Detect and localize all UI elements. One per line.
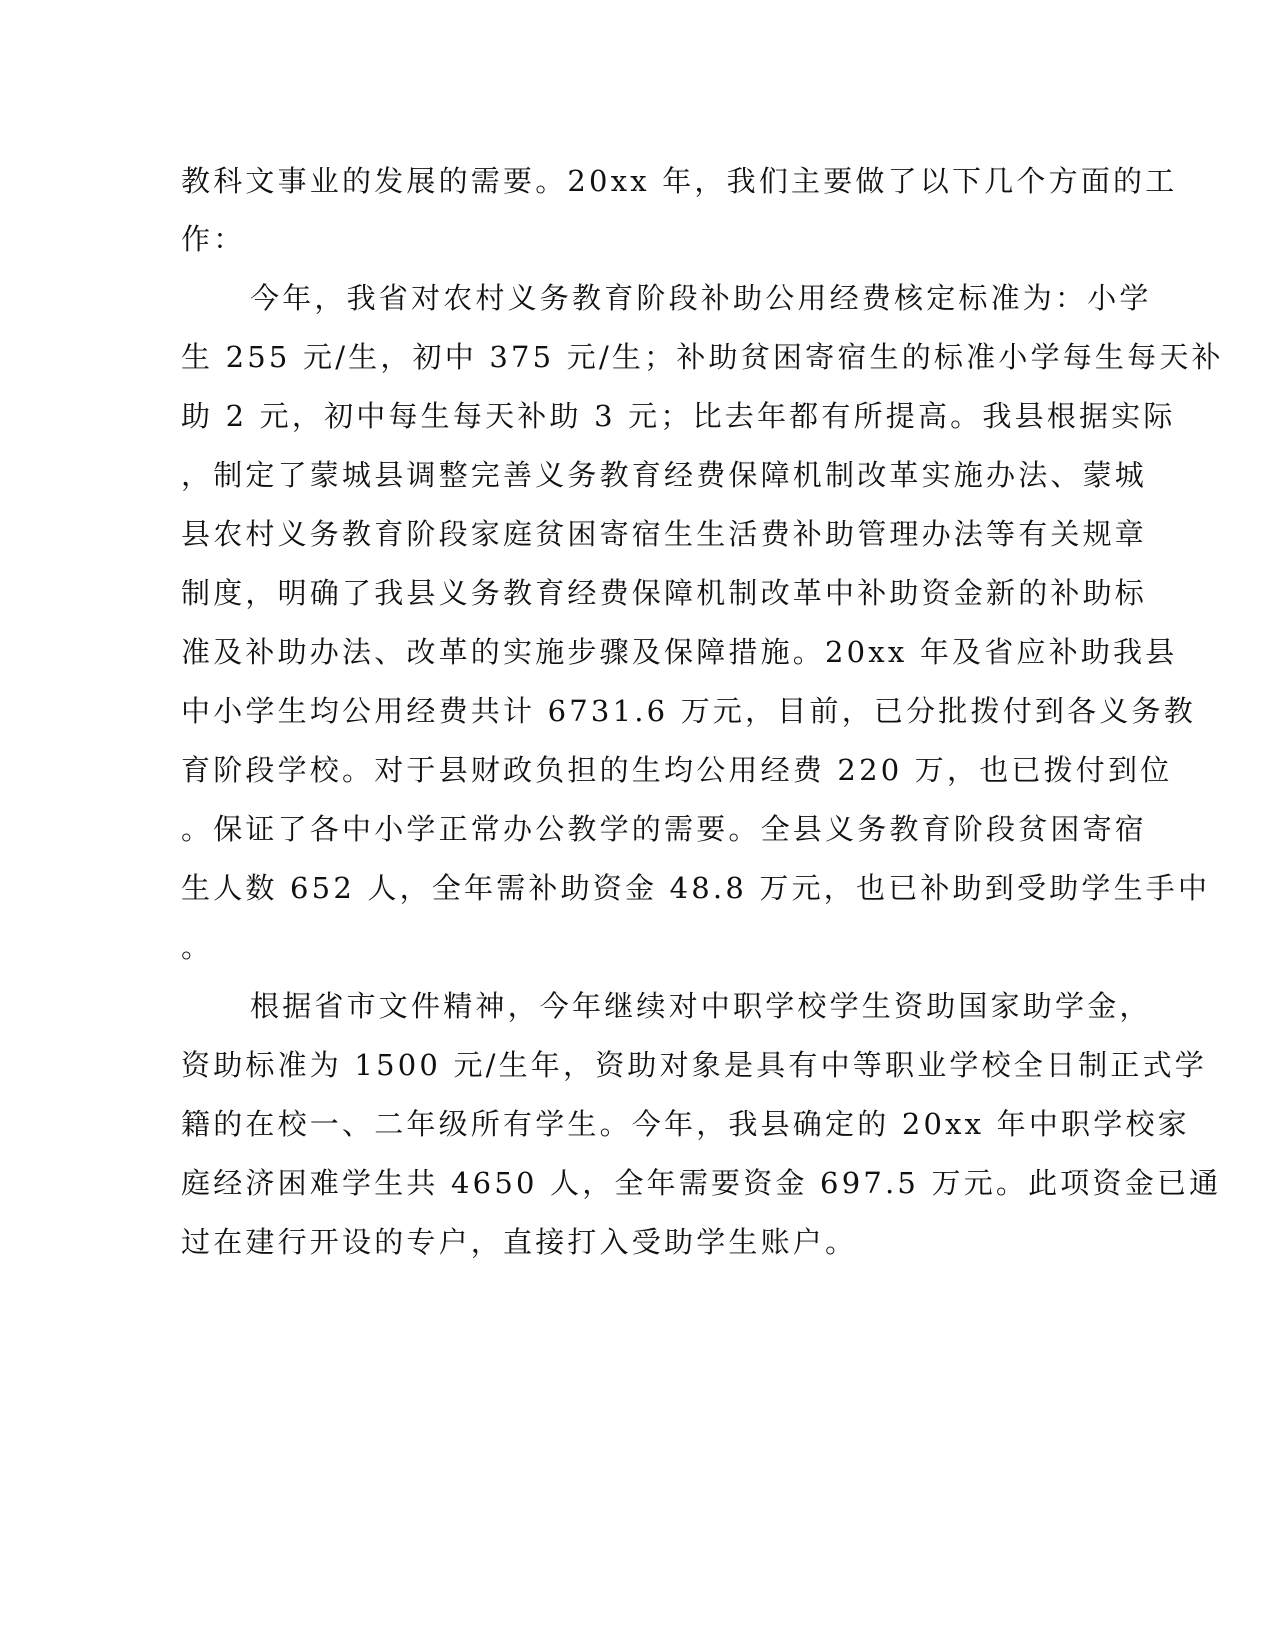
paragraph-2-line-10: 。保证了各中小学正常办公教学的需要。全县义务教育阶段贫困寄宿 bbox=[181, 812, 1148, 846]
paragraph-3-line-2: 资助标准为 1500 元/生年，资助对象是具有中等职业学校全日制正式学 bbox=[181, 1048, 1208, 1082]
paragraph-3-line-5: 过在建行开设的专户，直接打入受助学生账户。 bbox=[181, 1225, 858, 1259]
paragraph-2-line-4: ，制定了蒙城县调整完善义务教育经费保障机制改革实施办法、蒙城 bbox=[181, 458, 1148, 492]
paragraph-2-line-9: 育阶段学校。对于县财政负担的生均公用经费 220 万，也已拨付到位 bbox=[181, 753, 1173, 787]
paragraph-3-line-4: 庭经济困难学生共 4650 人，全年需要资金 697.5 万元。此项资金已通 bbox=[181, 1166, 1222, 1200]
paragraph-2-line-12: 。 bbox=[181, 930, 214, 964]
paragraph-2-line-7: 准及补助办法、改革的实施步骤及保障措施。20xx 年及省应补助我县 bbox=[181, 635, 1178, 669]
paragraph-2-line-3: 助 2 元，初中每生每天补助 3 元；比去年都有所提高。我县根据实际 bbox=[181, 399, 1176, 433]
paragraph-1-line-2: 作： bbox=[181, 222, 246, 256]
paragraph-2-line-6: 制度，明确了我县义务教育经费保障机制改革中补助资金新的补助标 bbox=[181, 576, 1148, 610]
paragraph-3-line-3: 籍的在校一、二年级所有学生。今年，我县确定的 20xx 年中职学校家 bbox=[181, 1107, 1190, 1141]
paragraph-2-line-2: 生 255 元/生，初中 375 元/生；补助贫困寄宿生的标准小学每生每天补 bbox=[181, 340, 1224, 374]
paragraph-2-line-8: 中小学生均公用经费共计 6731.6 万元，目前，已分批拨付到各义务教 bbox=[181, 694, 1196, 728]
paragraph-2-line-5: 县农村义务教育阶段家庭贫困寄宿生生活费补助管理办法等有关规章 bbox=[181, 517, 1148, 551]
paragraph-2-line-1: 今年，我省对农村义务教育阶段补助公用经费核定标准为：小学 bbox=[250, 281, 1152, 315]
paragraph-2-line-11: 生人数 652 人，全年需补助资金 48.8 万元，也已补助到受助学生手中 bbox=[181, 871, 1211, 905]
paragraph-1-line-1: 教科文事业的发展的需要。20xx 年，我们主要做了以下几个方面的工 bbox=[181, 164, 1178, 198]
paragraph-3-line-1: 根据省市文件精神，今年继续对中职学校学生资助国家助学金， bbox=[250, 989, 1152, 1023]
